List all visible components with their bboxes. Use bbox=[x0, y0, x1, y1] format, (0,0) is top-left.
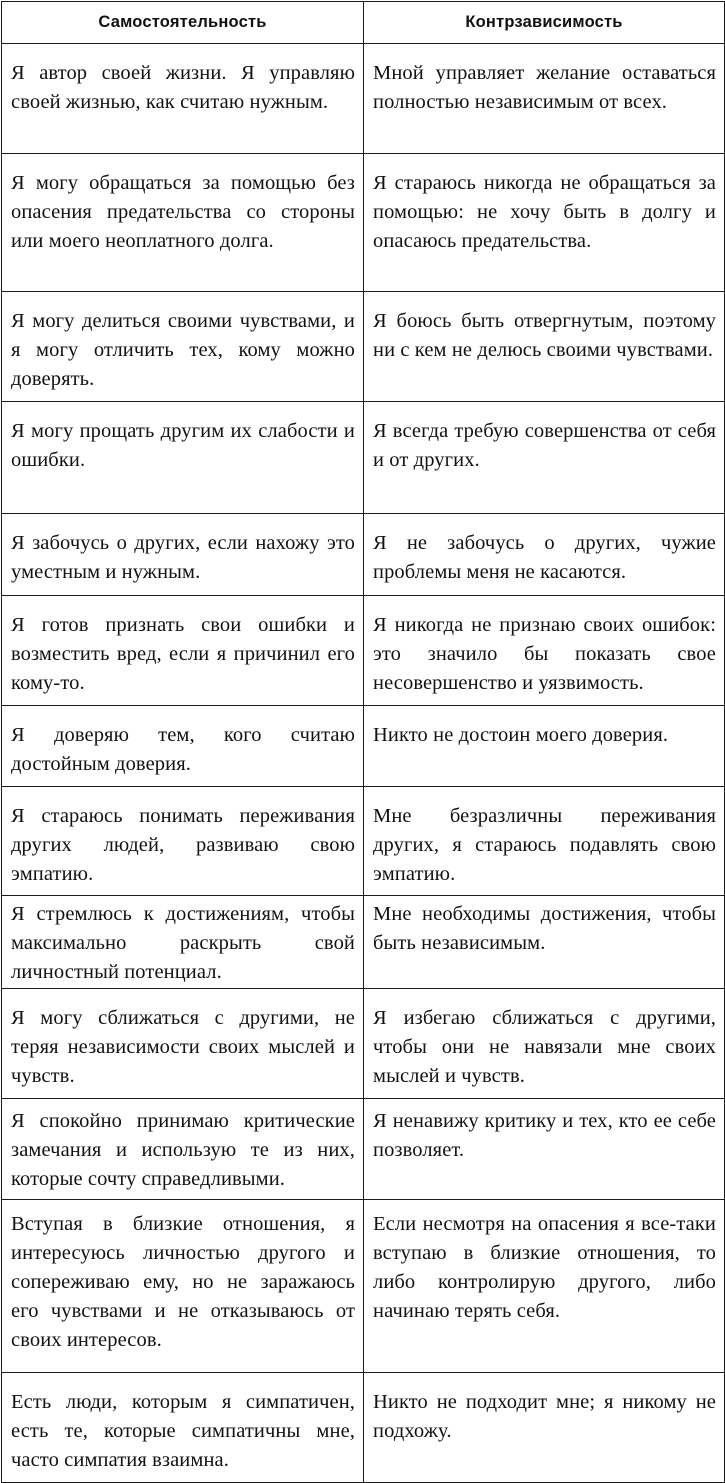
column-header-independence: Самостоятельность bbox=[2, 2, 364, 44]
table-row bbox=[2, 989, 725, 1099]
cell-independence: Есть люди, которым я симпатичен, есть те, которые симпатичны мне, часто симпатия взаимна. bbox=[2, 1373, 364, 1483]
cell-counterdependence: Я избегаю сближаться с другими, чтобы они не навязали мне своих мыслей и чувств. bbox=[364, 989, 725, 1099]
table-row bbox=[2, 402, 725, 514]
table-row bbox=[2, 514, 725, 596]
cell-independence: Я автор своей жизни. Я управляю своей жизнью, как считаю нужным. bbox=[2, 44, 364, 154]
cell-independence: Я спокойно принимаю критические замечания и использую те из них, которые сочту справедливыми. bbox=[2, 1099, 364, 1200]
cell-counterdependence: Я ненавижу критику и тех, кто ее себе позволяет. bbox=[364, 1099, 725, 1200]
table-row bbox=[2, 706, 725, 787]
header-row bbox=[2, 2, 725, 44]
cell-counterdependence: Я не забочусь о других, чужие проблемы меня не касаются. bbox=[364, 514, 725, 596]
cell-counterdependence: Я боюсь быть отвергнутым, поэтому ни с кем не делюсь своими чувствами. bbox=[364, 292, 725, 402]
cell-counterdependence: Если несмотря на опасения я все-таки вступаю в близкие отношения, то либо контролирую другого, либо начинаю терять себя. bbox=[364, 1200, 725, 1373]
cell-counterdependence: Мне необходимы достижения, чтобы быть независимым. bbox=[364, 896, 725, 989]
cell-independence: Я могу делиться своими чувствами, и я могу отличить тех, кому можно доверять. bbox=[2, 292, 364, 402]
table-row bbox=[2, 154, 725, 292]
table-row bbox=[2, 1099, 725, 1200]
table-row bbox=[2, 896, 725, 989]
cell-counterdependence: Никто не подходит мне; я никому не подхожу. bbox=[364, 1373, 725, 1483]
table-row bbox=[2, 596, 725, 706]
table-row bbox=[2, 44, 725, 154]
cell-counterdependence: Мне безразличны переживания других, я стараюсь подавлять свою эмпатию. bbox=[364, 787, 725, 896]
cell-counterdependence: Я никогда не признаю своих ошибок: это значило бы показать свое несовершенство и уязвимость. bbox=[364, 596, 725, 706]
cell-independence: Я готов признать свои ошибки и возместить вред, если я причинил его кому-то. bbox=[2, 596, 364, 706]
cell-counterdependence: Я стараюсь никогда не обращаться за помощью: не хочу быть в долгу и опасаюсь предательства. bbox=[364, 154, 725, 292]
cell-independence: Я доверяю тем, кого считаю достойным доверия. bbox=[2, 706, 364, 787]
cell-counterdependence: Мной управляет желание оставаться полностью независимым от всех. bbox=[364, 44, 725, 154]
cell-independence: Я могу обращаться за помощью без опасения предательства со стороны или моего неоплатного долга. bbox=[2, 154, 364, 292]
table-row bbox=[2, 1200, 725, 1373]
comparison-table bbox=[1, 1, 725, 1483]
table-row bbox=[2, 787, 725, 896]
cell-independence: Я стараюсь понимать переживания других людей, развиваю свою эмпатию. bbox=[2, 787, 364, 896]
table-row bbox=[2, 292, 725, 402]
column-header-counterdependence: Контрзависимость bbox=[364, 2, 725, 44]
cell-counterdependence: Я всегда требую совершенства от себя и от других. bbox=[364, 402, 725, 514]
cell-independence: Я забочусь о других, если нахожу это уместным и нужным. bbox=[2, 514, 364, 596]
cell-independence: Я могу прощать другим их слабости и ошибки. bbox=[2, 402, 364, 514]
cell-independence: Я могу сближаться с другими, не теряя независимости своих мыслей и чувств. bbox=[2, 989, 364, 1099]
cell-counterdependence: Никто не достоин моего доверия. bbox=[364, 706, 725, 787]
cell-independence: Я стремлюсь к достижениям, чтобы максимально раскрыть свой личностный потенциал. bbox=[2, 896, 364, 989]
table-row bbox=[2, 1373, 725, 1483]
cell-independence: Вступая в близкие отношения, я интересуюсь личностью другого и сопереживаю ему, но не заражаюсь его чувствами и не отказываюсь от своих интересов. bbox=[2, 1200, 364, 1373]
